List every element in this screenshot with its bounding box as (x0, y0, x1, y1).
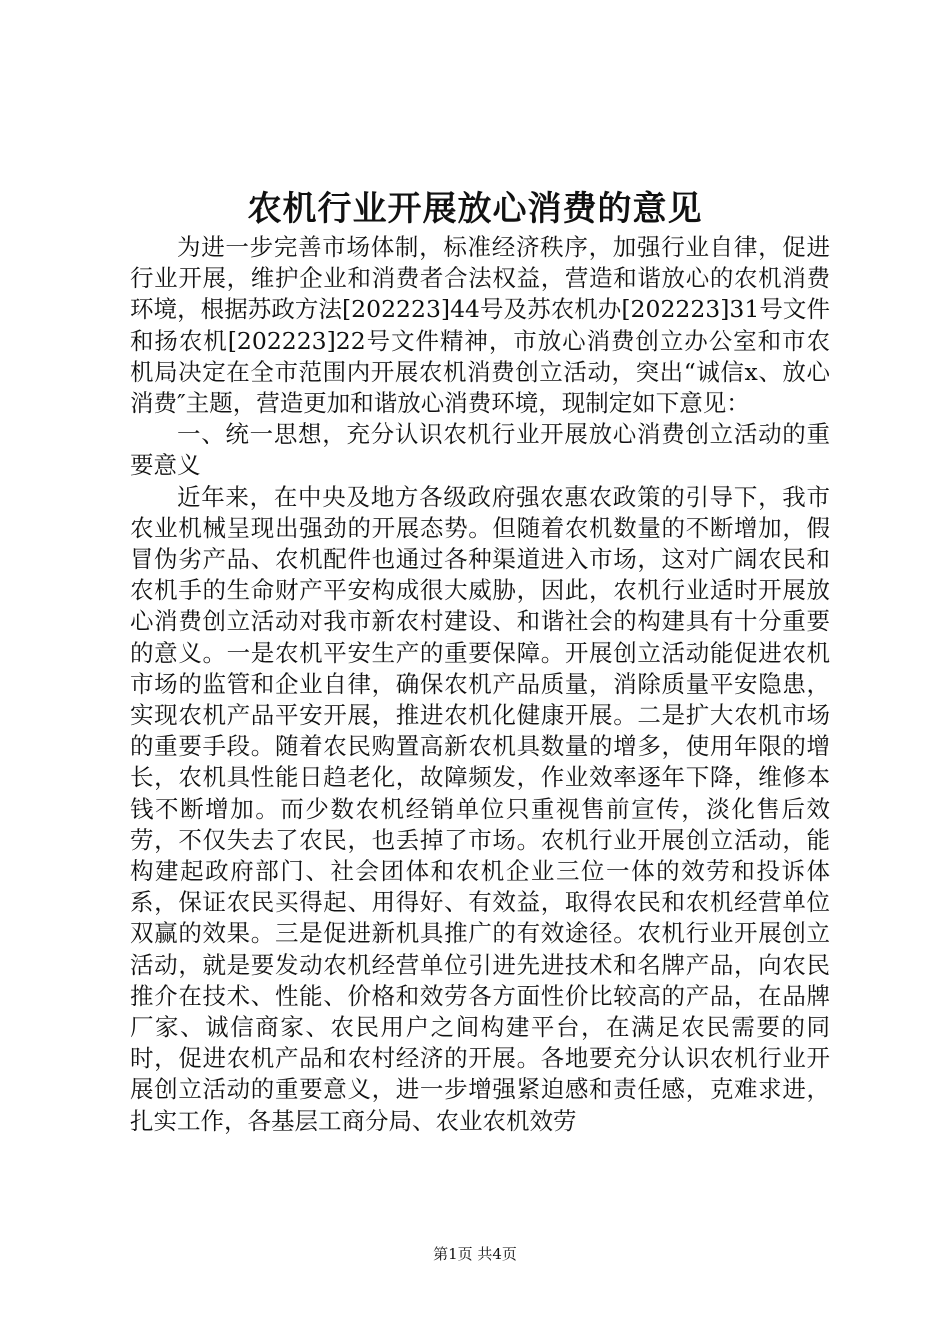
document-body (130, 232, 830, 1137)
paragraph-intro: 为进一步完善市场体制，标准经济秩序，加强行业自律，促进行业开展，维护企业和消费者合法权益，营造和谐放心的农机消费环境，根据苏政方法[202223]44号及苏农机办[202223]31号文件和扬农机[202223]22号文件精神，市放心消费创立办公室和市农机局决定在全市范围内开展农机消费创立活动，突出“诚信x、放心消费″主题，营造更加和谐放心消费环境，现制定如下意见： (130, 233, 830, 418)
page-footer: 第1页 共4页 (433, 1245, 517, 1263)
document-title: 农机行业开展放心消费的意见 (247, 189, 703, 229)
paragraph-section-heading: 一、统一思想，充分认识农机行业开展放心消费创立活动的重要意义 (130, 420, 830, 480)
paragraph-significance: 近年来，在中央及地方各级政府强农惠农政策的引导下，我市农业机械呈现出强劲的开展态势。但随着农机数量的不断增加，假冒伪劣产品、农机配件也通过各种渠道进入市场，这对广阔农民和农机手的生命财产平安构成很大威胁，因此，农机行业适时开展放心消费创立活动对我市新农村建设、和谐社会的构建具有十分重要的意义。一是农机平安生产的重要保障。开展创立活动能促进农机市场的监管和企业自律，确保农机产品质量，消除质量平安隐患，实现农机产品平安开展，推进农机化健康开展。二是扩大农机市场的重要手段。随着农民购置高新农机具数量的增多，使用年限的增长，农机具性能日趋老化，故障频发，作业效率逐年下降，维修本钱不断增加。而少数农机经销单位只重视售前宣传，淡化售后效劳，不仅失去了农民，也丢掉了市场。农机行业开展创立活动，能构建起政府部门、社会团体和农机企业三位一体的效劳和投诉体系，保证农民买得起、用得好、有效益，取得农民和农机经营单位双赢的效果。三是促进新机具推广的有效途径。农机行业开展创立活动，就是要发动农机经营单位引进先进技术和名牌产品，向农民推介在技术、性能、价格和效劳各方面性价比较高的产品，在品牌厂家、诚信商家、农民用户之间构建平台，在满足农民需要的同时，促进农机产品和农村经济的开展。各地要充分认识农机行业开展创立活动的重要意义，进一步增强紧迫感和责任感，克难求进，扎实工作，各基层工商分局、农业农机效劳 (130, 482, 830, 1135)
